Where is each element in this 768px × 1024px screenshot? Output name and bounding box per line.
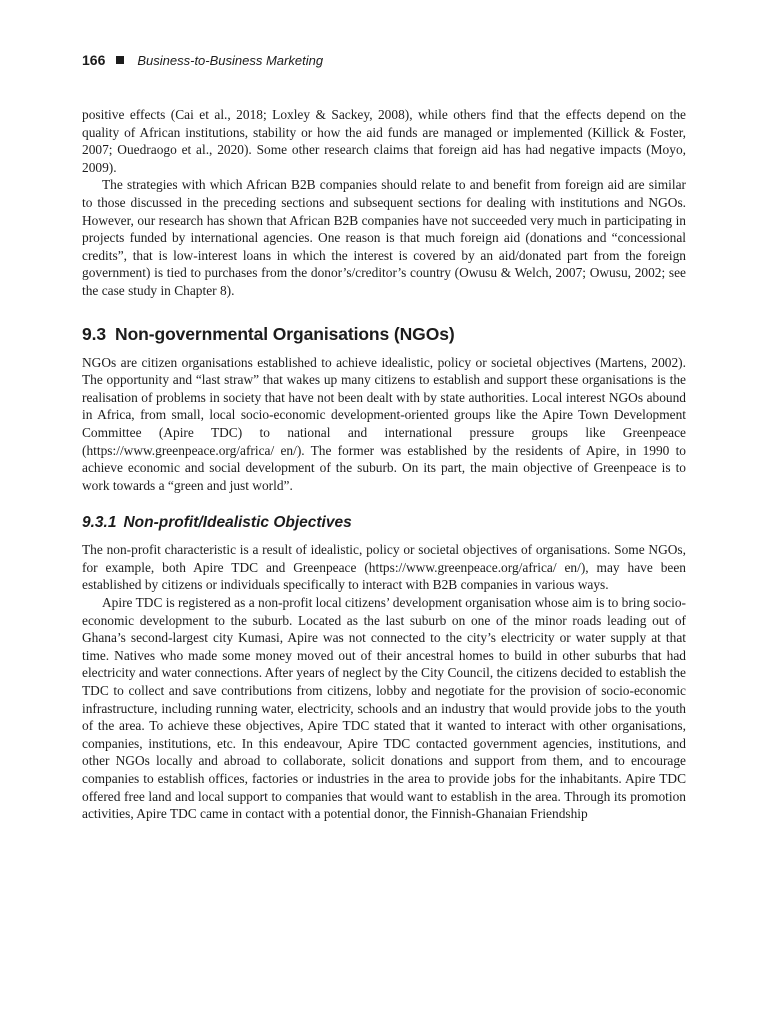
book-page — [82, 52, 686, 823]
subsection-title: Non-profit/Idealistic Objectives — [123, 514, 352, 532]
subsection-paragraph-2: Apire TDC is registered as a non-profit local citizens’ development organisation whose aim is to bring socio-economic development to the suburb. Located as the last suburb on one of the minor roads leading out of Ghana’s second-largest city Kumasi, Apire was not connected to the city’s electricity or water supply at that time. Natives who made some money moved out of their ancestral homes to build in other suburbs that had electricity and water connections. After years of neglect by the City Council, the citizens decided to establish the TDC to collect and save contributions from citizens, lobby and negotiate for the provision of socio-economic infrastructure, including running water, electricity, schools and an industry that would provide jobs to the youth of the area. To achieve these objectives, Apire TDC stated that it wanted to interact with other organisations, companies, institutions, etc. In this endeavour, Apire TDC contacted government agencies, institutions, and other NGOs locally and abroad to collaborate, solicit donations and support from them, and to encourage companies to establish offices, factories or industries in the area to provide jobs for the inhabitants. Apire TDC offered free land and local support to companies that would want to establish in the area. Through its promotion activities, Apire TDC came in contact with a potential donor, the Finnish-Ghanaian Friendship — [82, 595, 686, 822]
subsection-paragraph-1: The non-profit characteristic is a result of idealistic, policy or societal objectives of organisations. Some NGOs, for example, both Apire TDC and Greenpeace (https://www.greenpeace.org/africa/ en/), may have been established by citizens or individuals specifically to interact with B2B companies in various ways. — [82, 542, 686, 593]
running-book-title: Business-to-Business Marketing — [137, 53, 324, 68]
page-body — [82, 106, 686, 823]
subsection-number: 9.3.1 — [82, 514, 117, 532]
section-title: Non-governmental Organisations (NGOs) — [115, 323, 455, 344]
section-heading — [82, 324, 686, 345]
running-header — [82, 52, 686, 78]
intro-paragraph-1: positive effects (Cai et al., 2018; Loxley & Sackey, 2008), while others find that the effects depend on the quality of African institutions, stability or how the aid funds are managed or implemented (Killick & Foster, 2007; Ouedraogo et al., 2020). Some other research claims that foreign aid has had negative impacts (Moyo, 2009). — [82, 107, 686, 175]
section-paragraph-1: NGOs are citizen organisations established to achieve idealistic, policy or societal objectives (Martens, 2002). The opportunity and “last straw” that wakes up many citizens to establish and support these organisations is the realisation of problems in society that have not been dealt with by state authorities. Local interest NGOs abound in Africa, from small, local socio-economic development-oriented groups like the Apire Town Development Committee (Apire TDC) to national and international pressure groups like Greenpeace (https://www.greenpeace.org/africa/ en/). The former was established by the residents of Apire, in 1990 to achieve economic and social development of the suburb. On its part, the main objective of Greenpeace is to work towards a “green and just world”. — [82, 354, 686, 493]
section-number: 9.3 — [82, 323, 107, 344]
square-bullet-icon — [116, 56, 124, 64]
page-number: 166 — [82, 52, 106, 68]
intro-paragraph-2: The strategies with which African B2B companies should relate to and benefit from foreign aid are similar to those discussed in the preceding sections and subsequent sections for dealing with institutions and NGOs. However, our research has shown that African B2B companies have not succeeded very much in participating in projects funded by international agencies. One reason is that much foreign aid (donations and “concessional credits”, that is low-interest loans in which the interest is covered by an aid/donated part from the foreign government) is tied to purchases from the donor’s/creditor’s country (Owusu & Welch, 2007; Owusu, 2002; see the case study in Chapter 8). — [82, 177, 686, 298]
subsection-heading — [82, 514, 686, 532]
